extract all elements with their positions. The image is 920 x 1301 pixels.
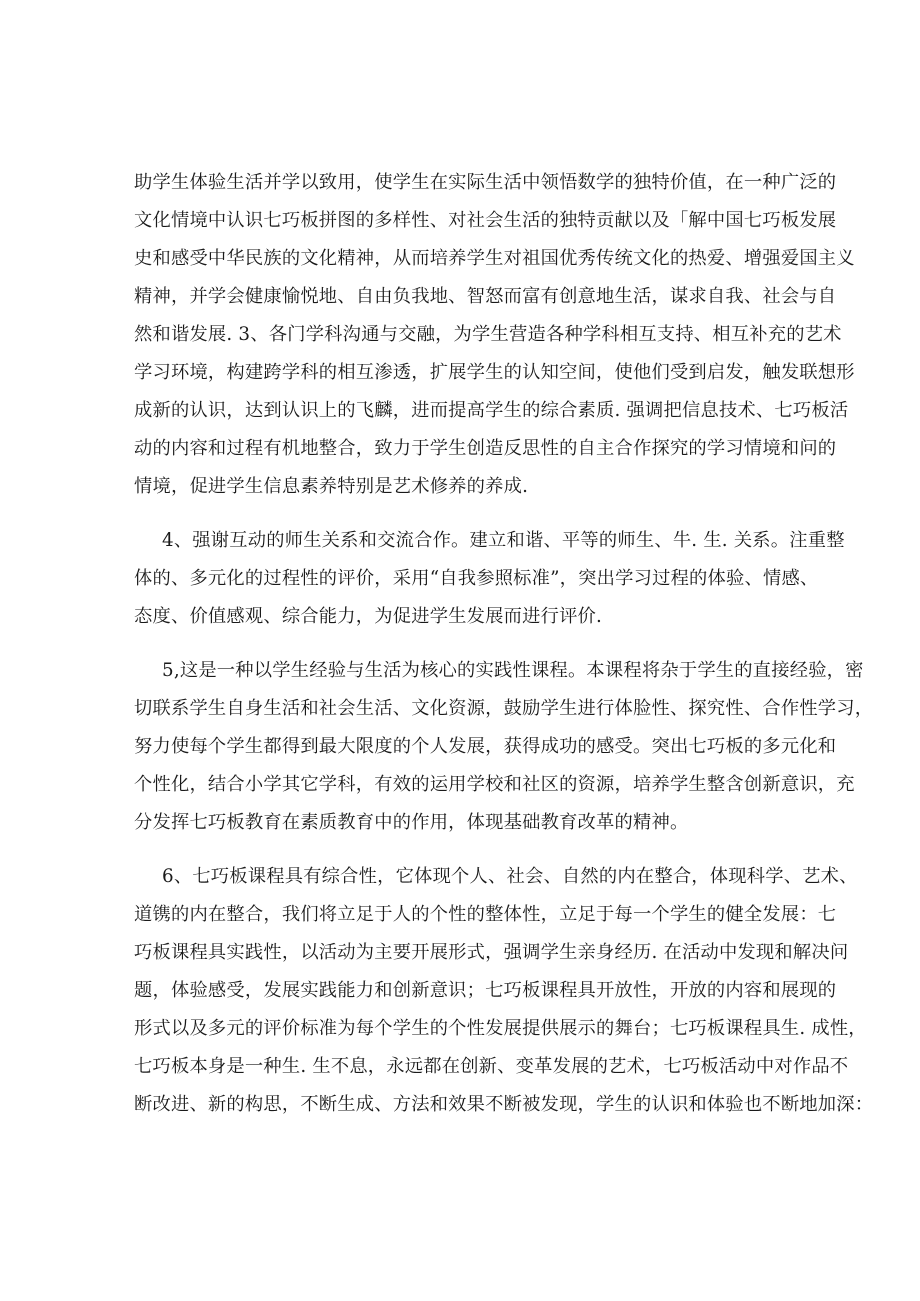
paragraph-line: 七巧板本身是一种生. 生不息，永远都在创新、变革发展的艺术，七巧板活动中对作品不 — [134, 1056, 849, 1077]
paragraph-line: 成新的认识，达到认识上的飞麟，进而提高学生的综合素质. 强调把信息技术、七巧板活 — [134, 400, 849, 421]
paragraph-4 — [134, 858, 874, 1124]
paragraph-line: 然和谐发展. 3、各门学科沟通与交融，为学生营造各种学科相互支持、相互补充的艺术 — [134, 324, 842, 345]
paragraph-line: 断改进、新的构思，不断生成、方法和效果不断被发现，学生的认识和体验也不断地加深： — [134, 1094, 874, 1115]
paragraph-line: 6、七巧板课程具有综合性，它体现个人、社会、自然的内在整合，体现科学、艺术、 — [162, 866, 858, 887]
paragraph-1 — [134, 164, 855, 506]
paragraph-line: 道镌的内在整合，我们将立足于人的个性的整体性，立足于每一个学生的健全发展：七 — [134, 904, 837, 925]
paragraph-spacer — [134, 636, 794, 652]
paragraph-line: 个性化，结合小学其它学科，有效的运用学校和社区的资源，培养学生整含创新意识，充 — [134, 774, 855, 795]
paragraph-line: 题，体验感受，发展实践能力和创新意识；七巧板课程具开放性，开放的内容和展现的 — [134, 980, 837, 1001]
paragraph-line: 4、强谢互动的师生关系和交流合作。建立和谐、平等的师生、牛. 生. 关系。注重整 — [162, 530, 845, 551]
paragraph-line: 情境，促进学生信息素养特别是艺术修养的养成. — [134, 476, 529, 497]
paragraph-line: 态度、价值感观、综合能力，为促进学生发展而进行评价. — [134, 606, 603, 627]
paragraph-line: 助学生体验生活并学以致用，使学生在实际生活中领悟数学的独特价值，在一种广泛的 — [134, 172, 837, 193]
paragraph-line: 5,这是一种以学生经验与生活为核心的实践性课程。本课程将杂于学生的直接经验，密 — [162, 660, 864, 681]
paragraph-line: 精神，并学会健康愉悦地、自由负我地、智怒而富有创意地生活，谋求自我、社会与自 — [134, 286, 837, 307]
paragraph-line: 史和感受中华民族的文化精神，从而培养学生对祖国优秀传统文化的热爱、增强爱国主义 — [134, 248, 855, 269]
paragraph-line: 巧板课程具实践性，以活动为主要开展形式，强调学生亲身经历. 在活动中发现和解决问 — [134, 942, 849, 963]
paragraph-line: 形式以及多元的评价标准为每个学生的个性发展提供展示的舞台；七巧板课程具生. 成性， — [134, 1018, 867, 1039]
paragraph-line: 切联系学生自身生活和社会生活、文化资源，鼓励学生进行体脸性、探究性、合作性学习， — [134, 698, 874, 719]
paragraph-spacer — [134, 842, 794, 858]
paragraph-2 — [134, 522, 845, 636]
paragraph-3 — [134, 652, 874, 842]
paragraph-line: 动的内容和过程有机地整合，致力于学生创造反思性的自主合作探究的学习情境和问的 — [134, 438, 837, 459]
paragraph-spacer — [134, 506, 794, 522]
paragraph-line: 分发挥七巧板教育在素质教育中的作用，体现基础教育改革的精神。 — [134, 812, 689, 833]
document-body — [134, 164, 874, 1124]
paragraph-line: 体的、多元化的过程性的评价，采用“自我参照标准”，突出学习过程的体验、情感、 — [134, 568, 819, 589]
paragraph-line: 努力使每个学生都得到最大限度的个人发展，获得成功的感受。突出七巧板的多元化和 — [134, 736, 837, 757]
paragraph-line: 文化情境中认识七巧板拼图的多样性、对社会生活的独特贡献以及「解中国七巧板发展 — [134, 210, 837, 231]
paragraph-line: 学习环境，构建跨学科的相互渗透，扩展学生的认知空间，使他们受到启发，触发联想形 — [134, 362, 855, 383]
